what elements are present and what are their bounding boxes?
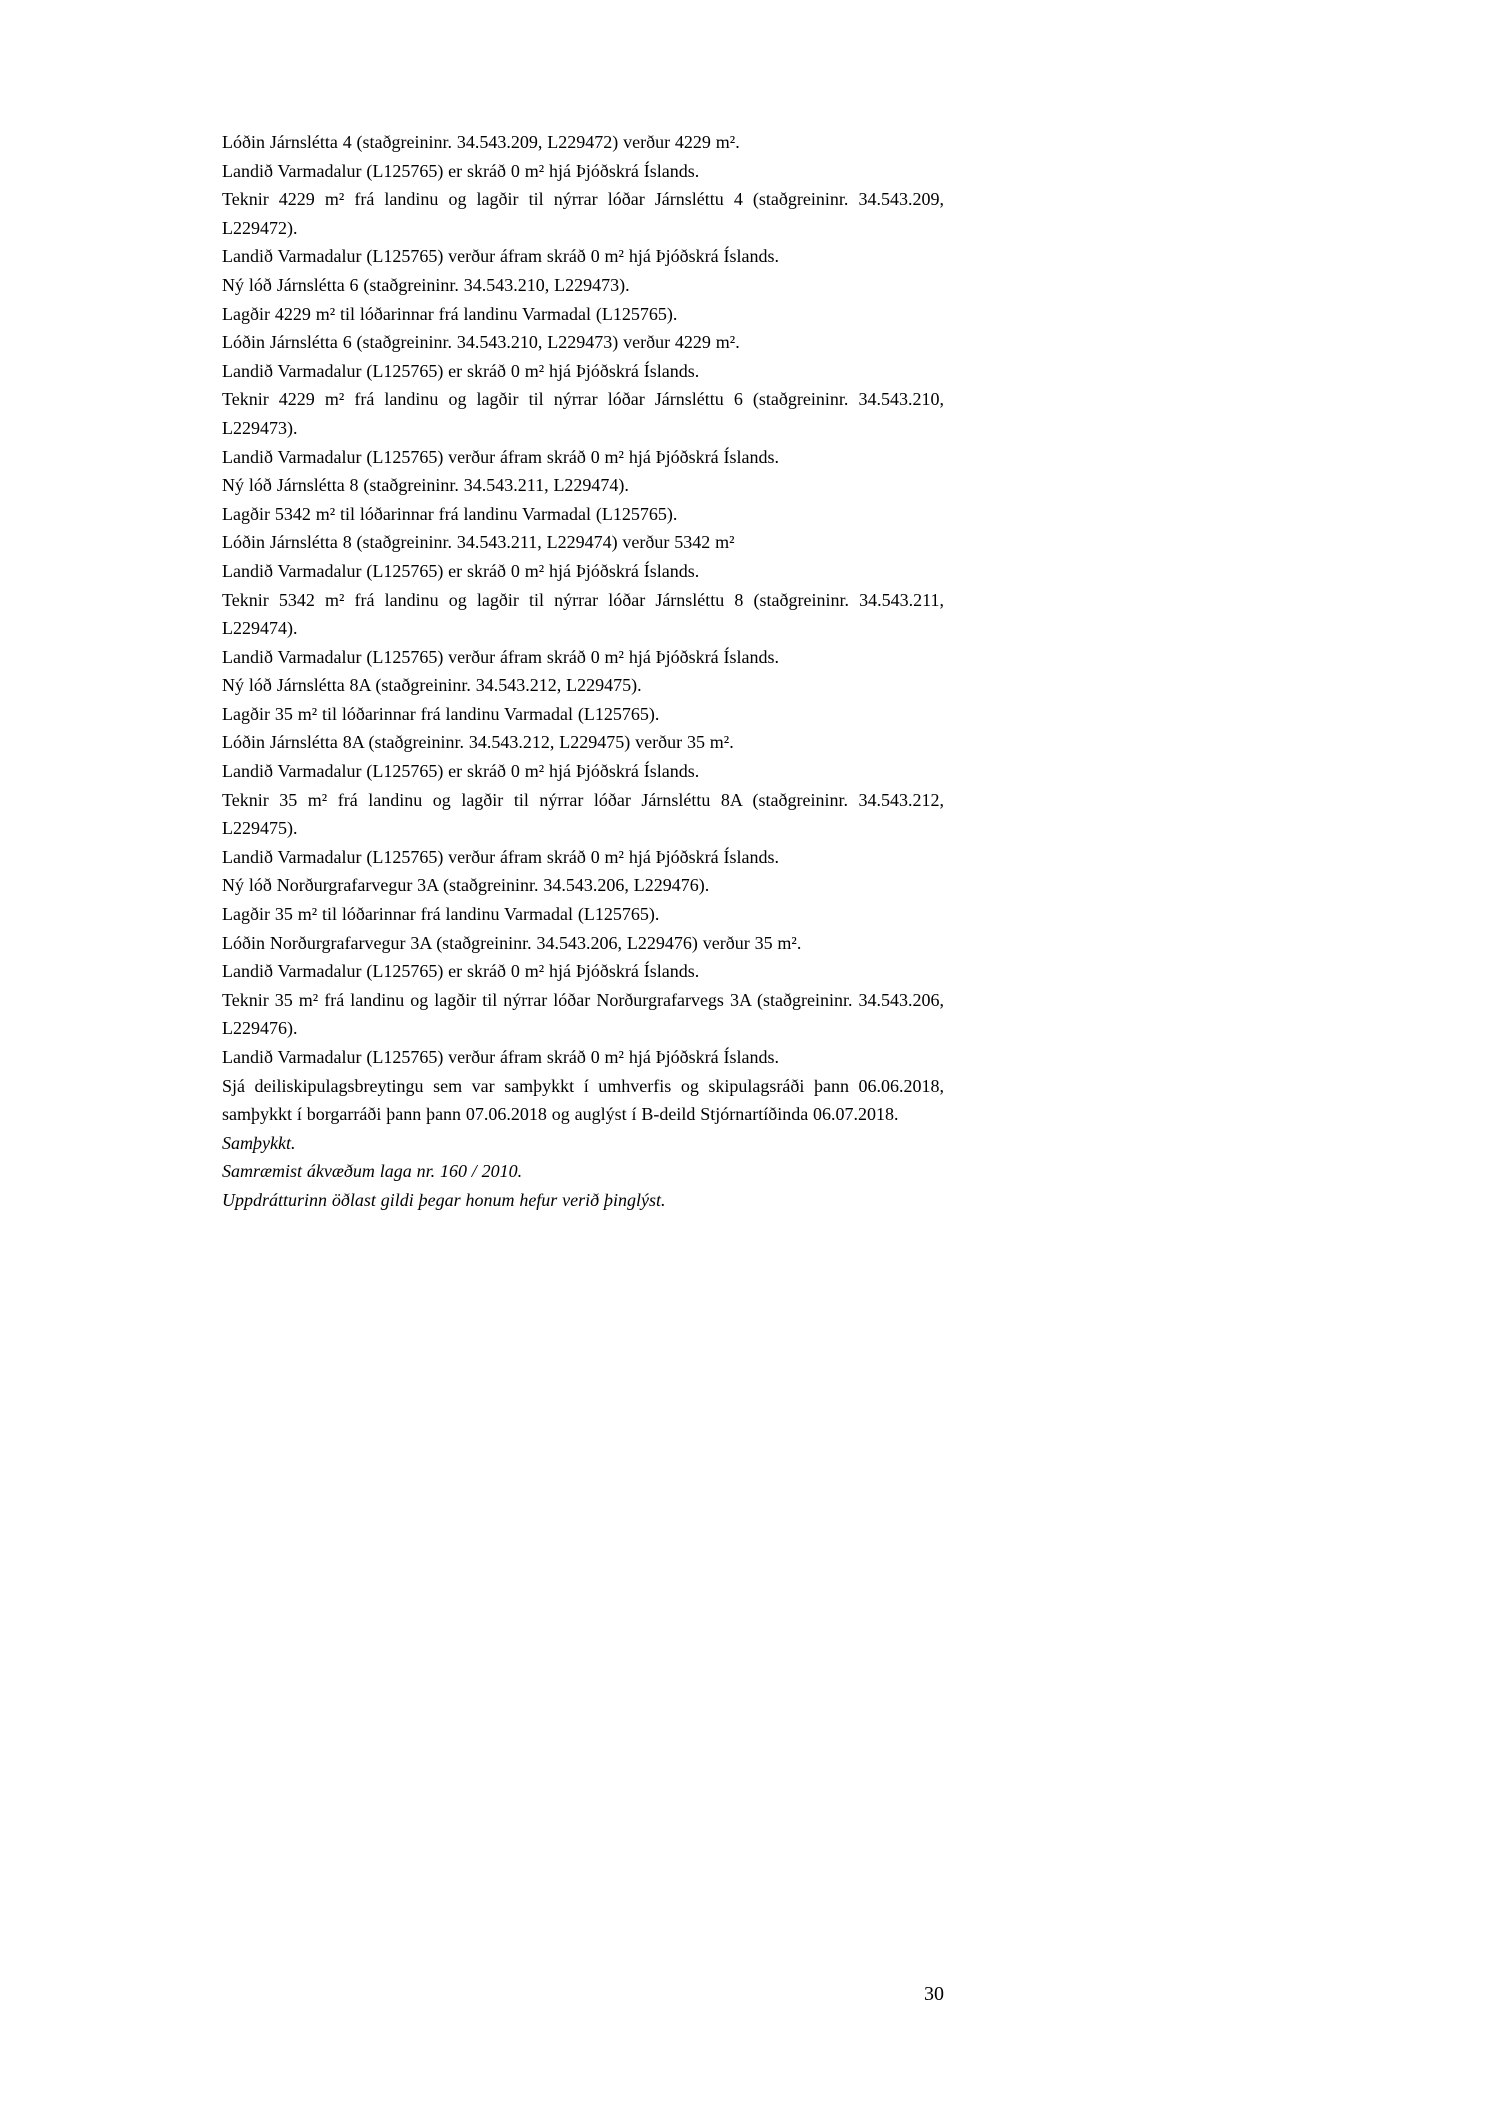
- paragraph: Lóðin Járnslétta 6 (staðgreininr. 34.543.210, L229473) verður 4229 m².: [222, 332, 740, 353]
- paragraph: Landið Varmadalur (L125765) verður áfram skráð 0 m² hjá Þjóðskrá Íslands.: [222, 446, 780, 467]
- paragraph: Lagðir 4229 m² til lóðarinnar frá landinu Varmadal (L125765).: [222, 303, 678, 324]
- paragraph: Lóðin Járnslétta 4 (staðgreininr. 34.543.209, L229472) verður 4229 m².: [222, 132, 740, 152]
- paragraph: Teknir 4229 m² frá landinu og lagðir til nýrrar lóðar Járnsléttu 4 (staðgreininr. 34.543.209, L229472).: [222, 189, 944, 238]
- paragraph: Lóðin Járnslétta 8A (staðgreininr. 34.543.212, L229475) verður 35 m².: [222, 732, 734, 753]
- paragraph: Ný lóð Norðurgrafarvegur 3A (staðgreininr. 34.543.206, L229476).: [222, 875, 710, 896]
- paragraph: Teknir 35 m² frá landinu og lagðir til nýrrar lóðar Járnsléttu 8A (staðgreininr. 34.543.212, L229475).: [222, 789, 944, 839]
- paragraph: Teknir 35 m² frá landinu og lagðir til nýrrar lóðar Norðurgrafarvegs 3A (staðgreininr. 34.543.206, L229476).: [222, 989, 944, 1039]
- paragraph: Lóðin Norðurgrafarvegur 3A (staðgreininr. 34.543.206, L229476) verður 35 m².: [222, 932, 802, 953]
- paragraph: Lagðir 35 m² til lóðarinnar frá landinu Varmadal (L125765).: [222, 703, 660, 724]
- paragraph: Ný lóð Járnslétta 8 (staðgreininr. 34.543.211, L229474).: [222, 475, 629, 496]
- paragraph-approval-note: Samþykkt.: [222, 1132, 296, 1153]
- paragraph-law-reference: Samræmist ákvæðum laga nr. 160 / 2010.: [222, 1161, 523, 1182]
- paragraph: Landið Varmadalur (L125765) er skráð 0 m² hjá Þjóðskrá Íslands.: [222, 160, 700, 181]
- paragraph: Landið Varmadalur (L125765) verður áfram skráð 0 m² hjá Þjóðskrá Íslands.: [222, 1047, 780, 1067]
- paragraph: Teknir 5342 m² frá landinu og lagðir til nýrrar lóðar Járnsléttu 8 (staðgreininr. 34.543.211, L229474).: [222, 589, 944, 639]
- paragraph: Landið Varmadalur (L125765) er skráð 0 m² hjá Þjóðskrá Íslands.: [222, 761, 700, 782]
- paragraph: Landið Varmadalur (L125765) verður áfram skráð 0 m² hjá Þjóðskrá Íslands.: [222, 846, 780, 867]
- paragraph-validity-note: Uppdrátturinn öðlast gildi þegar honum hefur verið þinglýst.: [222, 1189, 666, 1210]
- paragraph: Sjá deiliskipulagsbreytingu sem var samþykkt í umhverfis og skipulagsráði þann 06.06.2018, samþykkt í borgarráði þann þann 07.06.2018 og auglýst í B-deild Stjórnartíðinda 06.07.2018.: [222, 1075, 944, 1125]
- page-number: 30: [924, 1983, 944, 2005]
- paragraph: Ný lóð Járnslétta 8A (staðgreininr. 34.543.212, L229475).: [222, 675, 642, 696]
- paragraph: Landið Varmadalur (L125765) verður áfram skráð 0 m² hjá Þjóðskrá Íslands.: [222, 246, 780, 267]
- paragraph: Landið Varmadalur (L125765) verður áfram skráð 0 m² hjá Þjóðskrá Íslands.: [222, 646, 780, 667]
- paragraph: Lóðin Járnslétta 8 (staðgreininr. 34.543.211, L229474) verður 5342 m²: [222, 532, 735, 553]
- paragraph: Landið Varmadalur (L125765) er skráð 0 m² hjá Þjóðskrá Íslands.: [222, 360, 700, 381]
- paragraph: Teknir 4229 m² frá landinu og lagðir til nýrrar lóðar Járnsléttu 6 (staðgreininr. 34.543.210, L229473).: [222, 389, 944, 438]
- document-text-block: [222, 128, 944, 1215]
- paragraph: Ný lóð Járnslétta 6 (staðgreininr. 34.543.210, L229473).: [222, 274, 630, 295]
- paragraph: Lagðir 5342 m² til lóðarinnar frá landinu Varmadal (L125765).: [222, 503, 678, 524]
- paragraph: Landið Varmadalur (L125765) er skráð 0 m² hjá Þjóðskrá Íslands.: [222, 560, 700, 581]
- paragraph: Landið Varmadalur (L125765) er skráð 0 m² hjá Þjóðskrá Íslands.: [222, 961, 700, 982]
- paragraph: Lagðir 35 m² til lóðarinnar frá landinu Varmadal (L125765).: [222, 904, 660, 925]
